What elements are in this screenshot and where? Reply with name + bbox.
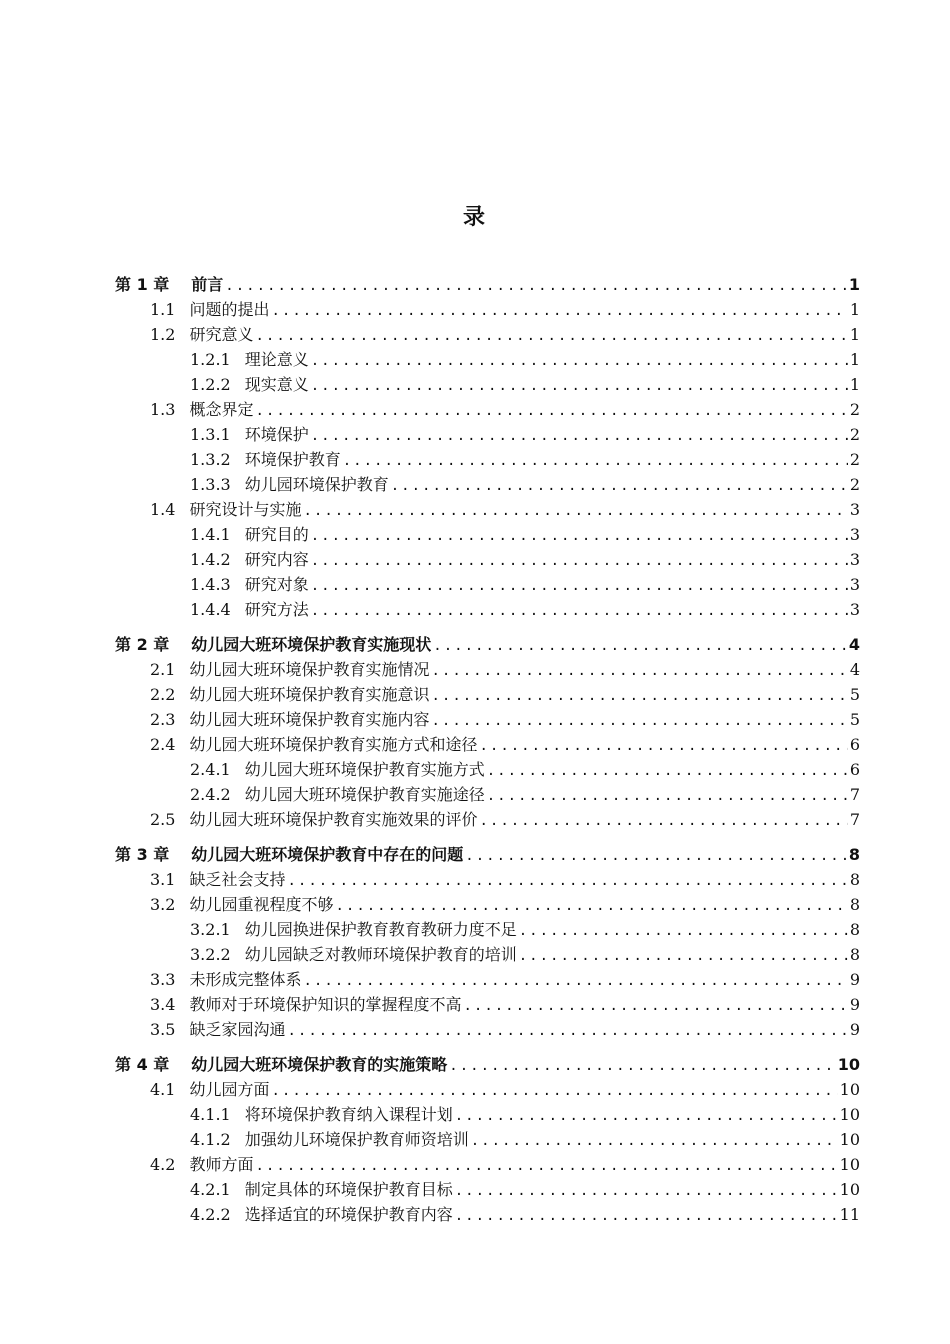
toc-entry-label: 环境保护教育 xyxy=(244,450,341,469)
toc-dot-leader xyxy=(255,1154,837,1179)
toc-dot-leader xyxy=(311,574,848,599)
toc-entry[interactable] xyxy=(115,572,860,597)
toc-page-number: 4 xyxy=(848,635,860,654)
toc-entry-number: 1.3 xyxy=(150,400,176,419)
toc-page-number: 6 xyxy=(849,760,860,779)
toc-dot-leader xyxy=(311,424,848,449)
toc-page-number: 4 xyxy=(849,660,860,679)
toc-entry-label: 研究对象 xyxy=(244,575,309,594)
toc-page-number: 3 xyxy=(849,575,860,594)
toc-entry-label: 幼儿园大班环境保护教育实施情况 xyxy=(189,660,430,679)
toc-entry[interactable] xyxy=(115,597,860,622)
toc-dot-leader xyxy=(391,474,848,499)
toc-dot-leader xyxy=(479,734,847,759)
toc-page-number: 2 xyxy=(849,425,860,444)
toc-entry[interactable] xyxy=(115,942,860,967)
toc-entry-number: 3.1 xyxy=(150,870,176,889)
toc-page-number: 7 xyxy=(849,785,860,804)
toc-entry-number: 1.4.4 xyxy=(190,600,231,619)
toc-dot-leader xyxy=(335,894,847,919)
toc-page-number: 8 xyxy=(849,895,860,914)
toc-dot-leader xyxy=(303,499,847,524)
toc-entry-label: 幼儿园大班环境保护教育实施内容 xyxy=(189,710,430,729)
toc-entry-label: 幼儿园重视程度不够 xyxy=(189,895,334,914)
toc-dot-leader xyxy=(271,299,847,324)
toc-entry[interactable] xyxy=(115,322,860,347)
toc-entry-number: 第 4 章 xyxy=(115,1055,170,1074)
toc-page-number: 2 xyxy=(849,400,860,419)
toc-entry-label: 前言 xyxy=(191,275,224,294)
toc-entry-label: 教师方面 xyxy=(189,1155,254,1174)
toc-entry-label: 未形成完整体系 xyxy=(189,970,302,989)
toc-chapter-entry[interactable] xyxy=(115,632,860,657)
toc-entry[interactable] xyxy=(115,497,860,522)
toc-page-number: 5 xyxy=(849,685,860,704)
toc-entry-label: 幼儿园大班环境保护教育的实施策略 xyxy=(191,1055,448,1074)
toc-page-number: 8 xyxy=(848,845,860,864)
toc-entry-label: 概念界定 xyxy=(189,400,254,419)
toc-entry-label: 制定具体的环境保护教育目标 xyxy=(244,1180,453,1199)
toc-dot-leader xyxy=(519,944,848,969)
toc-entry[interactable] xyxy=(115,732,860,757)
toc-entry-number: 3.2.1 xyxy=(190,920,231,939)
toc-dot-leader xyxy=(455,1104,838,1129)
toc-entry[interactable] xyxy=(115,397,860,422)
toc-dot-leader xyxy=(487,784,848,809)
toc-page-number: 8 xyxy=(849,945,860,964)
toc-page-number: 10 xyxy=(839,1155,860,1174)
toc-entry[interactable] xyxy=(115,1077,860,1102)
toc-entry-label: 研究内容 xyxy=(244,550,309,569)
toc-dot-leader xyxy=(455,1204,838,1229)
toc-entry-label: 教师对于环境保护知识的掌握程度不高 xyxy=(189,995,462,1014)
toc-entry[interactable] xyxy=(115,1202,860,1227)
toc-entry-number: 1.4.2 xyxy=(190,550,231,569)
toc-page-number: 7 xyxy=(849,810,860,829)
toc-entry-label: 选择适宜的环境保护教育内容 xyxy=(244,1205,453,1224)
toc-entry[interactable] xyxy=(115,807,860,832)
toc-entry[interactable] xyxy=(115,707,860,732)
toc-entry-label: 幼儿园大班环境保护教育实施意识 xyxy=(189,685,430,704)
toc-entry-number: 1.3.2 xyxy=(190,450,231,469)
toc-page-number: 9 xyxy=(849,995,860,1014)
toc-dot-leader xyxy=(431,709,847,734)
toc-dot-leader xyxy=(343,449,848,474)
toc-entry-number: 1.4 xyxy=(150,500,176,519)
toc-entry[interactable] xyxy=(115,1017,860,1042)
toc-entry-label: 将环境保护教育纳入课程计划 xyxy=(244,1105,453,1124)
toc-dot-leader xyxy=(311,374,848,399)
toc-entry[interactable] xyxy=(115,372,860,397)
toc-entry-number: 4.1.1 xyxy=(190,1105,231,1124)
toc-dot-leader xyxy=(519,919,848,944)
toc-page-number: 2 xyxy=(849,475,860,494)
toc-entry-label: 幼儿园换进保护教育教育教研力度不足 xyxy=(244,920,517,939)
toc-entry[interactable] xyxy=(115,1102,860,1127)
toc-entry-number: 4.1 xyxy=(150,1080,176,1099)
toc-entry-number: 第 1 章 xyxy=(115,275,170,294)
toc-dot-leader xyxy=(431,659,847,684)
toc-entry[interactable] xyxy=(115,967,860,992)
toc-entry[interactable] xyxy=(115,657,860,682)
toc-page-number: 3 xyxy=(849,550,860,569)
toc-entry-label: 缺乏社会支持 xyxy=(189,870,286,889)
toc-dot-leader xyxy=(287,869,847,894)
toc-page-number: 1 xyxy=(849,325,860,344)
toc-entry-label: 幼儿园大班环境保护教育实施效果的评价 xyxy=(189,810,478,829)
toc-entry[interactable] xyxy=(115,682,860,707)
toc-dot-leader xyxy=(431,684,847,709)
toc-dot-leader xyxy=(311,549,848,574)
toc-page-number: 5 xyxy=(849,710,860,729)
toc-entry[interactable] xyxy=(115,1177,860,1202)
toc-dot-leader xyxy=(287,1019,847,1044)
toc-entry[interactable] xyxy=(115,992,860,1017)
toc-entry-number: 3.5 xyxy=(150,1020,176,1039)
toc-entry-number: 4.1.2 xyxy=(190,1130,231,1149)
toc-dot-leader xyxy=(463,994,847,1019)
toc-entry-label: 研究设计与实施 xyxy=(189,500,302,519)
toc-entry-number: 2.4.2 xyxy=(190,785,231,804)
toc-entry-label: 幼儿园环境保护教育 xyxy=(244,475,389,494)
toc-entry-number: 2.3 xyxy=(150,710,176,729)
toc-page-number: 1 xyxy=(849,375,860,394)
toc-entry-label: 研究方法 xyxy=(244,600,309,619)
toc-entry-label: 研究意义 xyxy=(189,325,254,344)
toc-entry-number: 2.1 xyxy=(150,660,176,679)
toc-chapter-entry[interactable] xyxy=(115,272,860,297)
toc-entry[interactable] xyxy=(115,547,860,572)
toc-entry-label: 问题的提出 xyxy=(189,300,270,319)
toc-entry-number: 4.2 xyxy=(150,1155,176,1174)
toc-page-number: 3 xyxy=(849,525,860,544)
toc-dot-leader xyxy=(303,969,847,994)
toc-page-number: 10 xyxy=(839,1130,860,1149)
toc-entry-number: 1.4.3 xyxy=(190,575,231,594)
toc-entry-label: 幼儿园缺乏对教师环境保护教育的培训 xyxy=(244,945,517,964)
toc-entry-label: 幼儿园大班环境保护教育实施方式和途径 xyxy=(189,735,478,754)
toc-entry[interactable] xyxy=(115,782,860,807)
toc-page-number: 3 xyxy=(849,600,860,619)
toc-dot-leader xyxy=(433,634,847,659)
toc-entry-number: 第 3 章 xyxy=(115,845,170,864)
toc-entry-number: 2.2 xyxy=(150,685,176,704)
toc-entry-number: 1.2.1 xyxy=(190,350,231,369)
toc-chapter-entry[interactable] xyxy=(115,1052,860,1077)
toc-entry-number: 2.5 xyxy=(150,810,176,829)
toc-entry[interactable] xyxy=(115,347,860,372)
toc-page-number: 11 xyxy=(839,1205,860,1224)
toc-dot-leader xyxy=(479,809,847,834)
toc-entry[interactable] xyxy=(115,917,860,942)
toc-dot-leader xyxy=(311,599,848,624)
toc-entry[interactable] xyxy=(115,1152,860,1177)
toc-page-number: 10 xyxy=(839,1080,860,1099)
table-of-contents xyxy=(115,272,860,1227)
toc-page-number: 8 xyxy=(849,870,860,889)
toc-dot-leader xyxy=(255,399,847,424)
toc-page-number: 1 xyxy=(849,300,860,319)
toc-page-number: 2 xyxy=(849,450,860,469)
toc-entry[interactable] xyxy=(115,757,860,782)
toc-entry-label: 幼儿园大班环境保护教育实施方式 xyxy=(244,760,485,779)
toc-dot-leader xyxy=(271,1079,837,1104)
toc-page-number: 9 xyxy=(849,1020,860,1039)
toc-entry-label: 缺乏家园沟通 xyxy=(189,1020,286,1039)
toc-dot-leader xyxy=(455,1179,838,1204)
page-title: 录 xyxy=(462,205,487,230)
toc-chapter-entry[interactable] xyxy=(115,842,860,867)
toc-entry-number: 4.2.2 xyxy=(190,1205,231,1224)
toc-entry[interactable] xyxy=(115,867,860,892)
toc-entry[interactable] xyxy=(115,472,860,497)
toc-dot-leader xyxy=(255,324,847,349)
toc-entry[interactable] xyxy=(115,447,860,472)
toc-entry[interactable] xyxy=(115,522,860,547)
toc-entry-number: 3.2 xyxy=(150,895,176,914)
toc-entry-label: 幼儿园大班环境保护教育实施现状 xyxy=(191,635,432,654)
toc-page-number: 3 xyxy=(849,500,860,519)
toc-page-number: 10 xyxy=(839,1180,860,1199)
toc-dot-leader xyxy=(449,1054,835,1079)
toc-entry-label: 幼儿园大班环境保护教育中存在的问题 xyxy=(191,845,464,864)
toc-entry-label: 环境保护 xyxy=(244,425,309,444)
toc-entry-number: 2.4.1 xyxy=(190,760,231,779)
toc-entry-number: 1.4.1 xyxy=(190,525,231,544)
toc-entry-number: 1.3.3 xyxy=(190,475,231,494)
toc-entry-number: 1.2.2 xyxy=(190,375,231,394)
toc-entry-number: 3.4 xyxy=(150,995,176,1014)
toc-entry-label: 幼儿园大班环境保护教育实施途径 xyxy=(244,785,485,804)
toc-page-number: 10 xyxy=(837,1055,860,1074)
toc-page-number: 6 xyxy=(849,735,860,754)
toc-entry-number: 第 2 章 xyxy=(115,635,170,654)
toc-entry-number: 3.2.2 xyxy=(190,945,231,964)
toc-entry-label: 现实意义 xyxy=(244,375,309,394)
toc-entry-number: 1.2 xyxy=(150,325,176,344)
toc-entry[interactable] xyxy=(115,892,860,917)
toc-entry[interactable] xyxy=(115,422,860,447)
toc-entry[interactable] xyxy=(115,297,860,322)
toc-entry-label: 加强幼儿环境保护教育师资培训 xyxy=(244,1130,469,1149)
toc-page-number: 8 xyxy=(849,920,860,939)
toc-entry[interactable] xyxy=(115,1127,860,1152)
toc-entry-label: 研究目的 xyxy=(244,525,309,544)
toc-entry-number: 3.3 xyxy=(150,970,176,989)
toc-entry-number: 2.4 xyxy=(150,735,176,754)
toc-page-number: 1 xyxy=(848,275,860,294)
toc-entry-label: 理论意义 xyxy=(244,350,309,369)
toc-dot-leader xyxy=(487,759,848,784)
toc-entry-number: 4.2.1 xyxy=(190,1180,231,1199)
toc-page-number: 10 xyxy=(839,1105,860,1124)
toc-page-number: 9 xyxy=(849,970,860,989)
toc-dot-leader xyxy=(311,349,848,374)
toc-page-number: 1 xyxy=(849,350,860,369)
toc-dot-leader xyxy=(465,844,847,869)
toc-entry-number: 1.3.1 xyxy=(190,425,231,444)
toc-dot-leader xyxy=(471,1129,838,1154)
toc-dot-leader xyxy=(225,274,847,299)
toc-entry-number: 1.1 xyxy=(150,300,176,319)
toc-entry-label: 幼儿园方面 xyxy=(189,1080,270,1099)
toc-dot-leader xyxy=(311,524,848,549)
